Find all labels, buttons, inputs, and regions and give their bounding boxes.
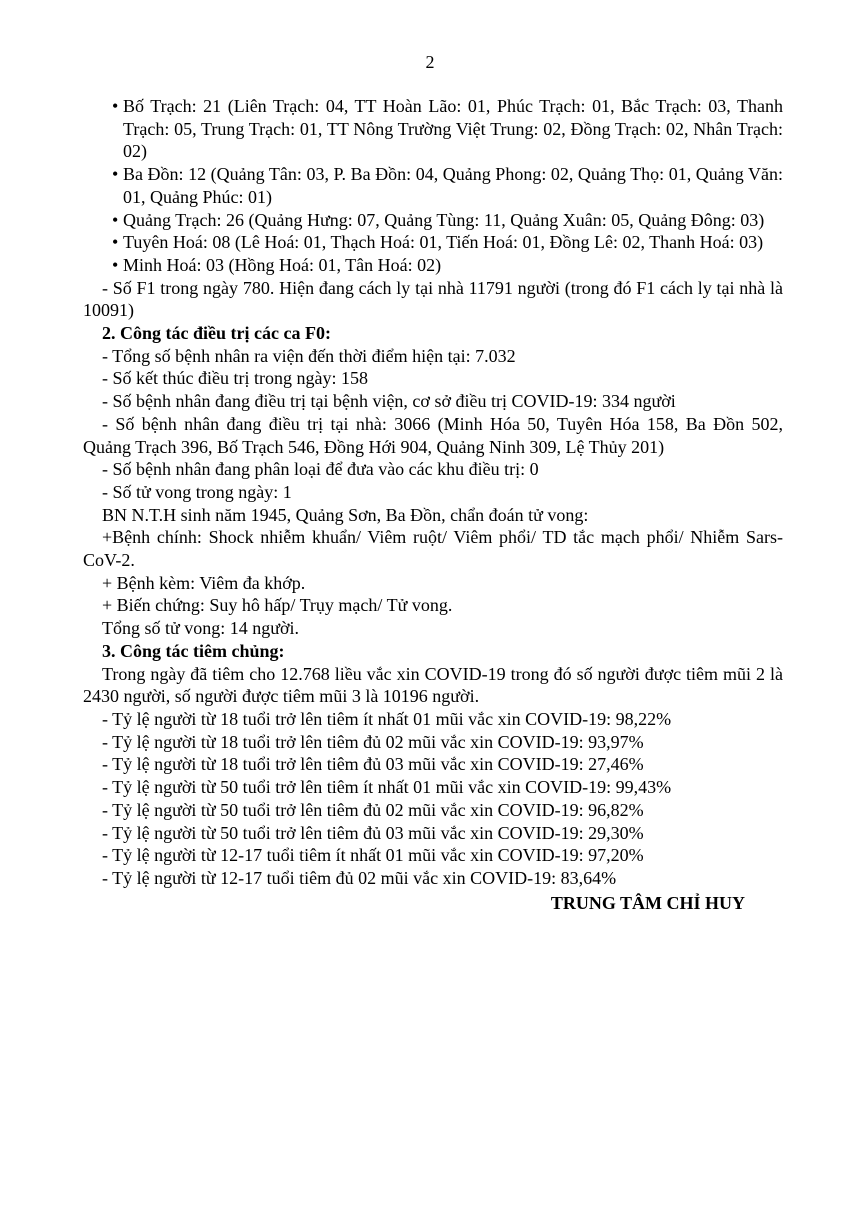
vaccination-rate-line: - Tỷ lệ người từ 18 tuổi trở lên tiêm ít nhất 01 mũi vắc xin COVID-19: 98,22% bbox=[102, 708, 672, 729]
bullet-icon: • bbox=[112, 254, 119, 275]
death-case-line: BN N.T.H sinh năm 1945, Quảng Sơn, Ba Đồn, chẩn đoán tử vong: bbox=[102, 504, 589, 525]
vaccination-rate-line: - Tỷ lệ người từ 50 tuổi trở lên tiêm đủ 02 mũi vắc xin COVID-19: 96,82% bbox=[102, 799, 644, 820]
list-item bbox=[83, 231, 783, 254]
signature-block: TRUNG TÂM CHỈ HUY bbox=[550, 892, 745, 913]
page-number: 2 bbox=[425, 52, 435, 72]
section-heading-vaccination: 3. Công tác tiêm chủng: bbox=[102, 640, 285, 661]
list-item-text: Quảng Trạch: 26 (Quảng Hưng: 07, Quảng Tùng: 11, Quảng Xuân: 05, Quảng Đông: 03) bbox=[123, 209, 765, 230]
treatment-line: - Số bệnh nhân đang điều trị tại nhà: 3066 (Minh Hóa 50, Tuyên Hóa 158, Ba Đồn 502, Quảng Trạch 396, Bố Trạch 546, Đồng Hới 904, Quảng Ninh 309, Lệ Thủy 201) bbox=[83, 413, 783, 457]
list-item-text: Bố Trạch: 21 (Liên Trạch: 04, TT Hoàn Lão: 01, Phúc Trạch: 01, Bắc Trạch: 03, Thanh Trạch: 05, Trung Trạch: 01, TT Nông Trường Việt Trung: 02, Đồng Trạch: 02, Nhân Trạch: 02) bbox=[123, 96, 783, 162]
vaccination-rate-line: - Tỷ lệ người từ 12-17 tuổi tiêm đủ 02 mũi vắc xin COVID-19: 83,64% bbox=[102, 867, 617, 888]
bullet-icon: • bbox=[112, 232, 119, 253]
vaccination-rate-line: - Tỷ lệ người từ 12-17 tuổi tiêm ít nhất 01 mũi vắc xin COVID-19: 97,20% bbox=[102, 845, 644, 866]
vaccination-rate-line: - Tỷ lệ người từ 18 tuổi trở lên tiêm đủ 02 mũi vắc xin COVID-19: 93,97% bbox=[102, 731, 644, 752]
list-item bbox=[83, 254, 783, 277]
bullet-icon: • bbox=[112, 209, 119, 230]
total-deaths-line: Tổng số tử vong: 14 người. bbox=[102, 618, 300, 639]
f1-paragraph: - Số F1 trong ngày 780. Hiện đang cách ly tại nhà 11791 người (trong đó F1 cách ly tại nhà là 10091) bbox=[83, 277, 783, 321]
treatment-line: - Số bệnh nhân đang điều trị tại bệnh viện, cơ sở điều trị COVID-19: 334 người bbox=[102, 391, 676, 412]
vaccination-rate-line: - Tỷ lệ người từ 18 tuổi trở lên tiêm đủ 03 mũi vắc xin COVID-19: 27,46% bbox=[102, 754, 644, 775]
list-item bbox=[83, 209, 783, 232]
list-item bbox=[83, 163, 783, 208]
document-body bbox=[83, 95, 783, 914]
vaccination-rate-line: - Tỷ lệ người từ 50 tuổi trở lên tiêm ít nhất 01 mũi vắc xin COVID-19: 99,43% bbox=[102, 777, 672, 798]
section-heading-treatment: 2. Công tác điều trị các ca F0: bbox=[102, 323, 331, 344]
treatment-line: - Tổng số bệnh nhân ra viện đến thời điểm hiện tại: 7.032 bbox=[102, 345, 516, 366]
list-item-text: Ba Đồn: 12 (Quảng Tân: 03, P. Ba Đồn: 04, Quảng Phong: 02, Quảng Thọ: 01, Quảng Văn: 01, Quảng Phúc: 01) bbox=[123, 164, 783, 207]
treatment-line: - Số tử vong trong ngày: 1 bbox=[102, 481, 292, 502]
vaccination-rate-line: - Tỷ lệ người từ 50 tuổi trở lên tiêm đủ 03 mũi vắc xin COVID-19: 29,30% bbox=[102, 822, 644, 843]
treatment-line: - Số bệnh nhân đang phân loại để đưa vào các khu điều trị: 0 bbox=[102, 459, 539, 480]
death-case-line: + Biến chứng: Suy hô hấp/ Trụy mạch/ Tử vong. bbox=[102, 595, 453, 616]
death-case-line: +Bệnh chính: Shock nhiễm khuẩn/ Viêm ruột/ Viêm phổi/ TD tắc mạch phổi/ Nhiễm Sars-CoV-2. bbox=[83, 527, 783, 571]
list-item-text: Tuyên Hoá: 08 (Lê Hoá: 01, Thạch Hoá: 01, Tiến Hoá: 01, Đồng Lê: 02, Thanh Hoá: 03) bbox=[123, 232, 764, 253]
list-item bbox=[83, 95, 783, 163]
district-case-list bbox=[83, 95, 783, 277]
bullet-icon: • bbox=[112, 96, 119, 116]
list-item-text: Minh Hoá: 03 (Hồng Hoá: 01, Tân Hoá: 02) bbox=[123, 254, 442, 275]
bullet-icon: • bbox=[112, 164, 119, 185]
vaccination-intro: Trong ngày đã tiêm cho 12.768 liều vắc xin COVID-19 trong đó số người được tiêm mũi 2 là 2430 người, số người được tiêm mũi 3 là 10196 người. bbox=[83, 663, 783, 707]
death-case-line: + Bệnh kèm: Viêm đa khớp. bbox=[102, 572, 306, 593]
treatment-line: - Số kết thúc điều trị trong ngày: 158 bbox=[102, 368, 368, 389]
